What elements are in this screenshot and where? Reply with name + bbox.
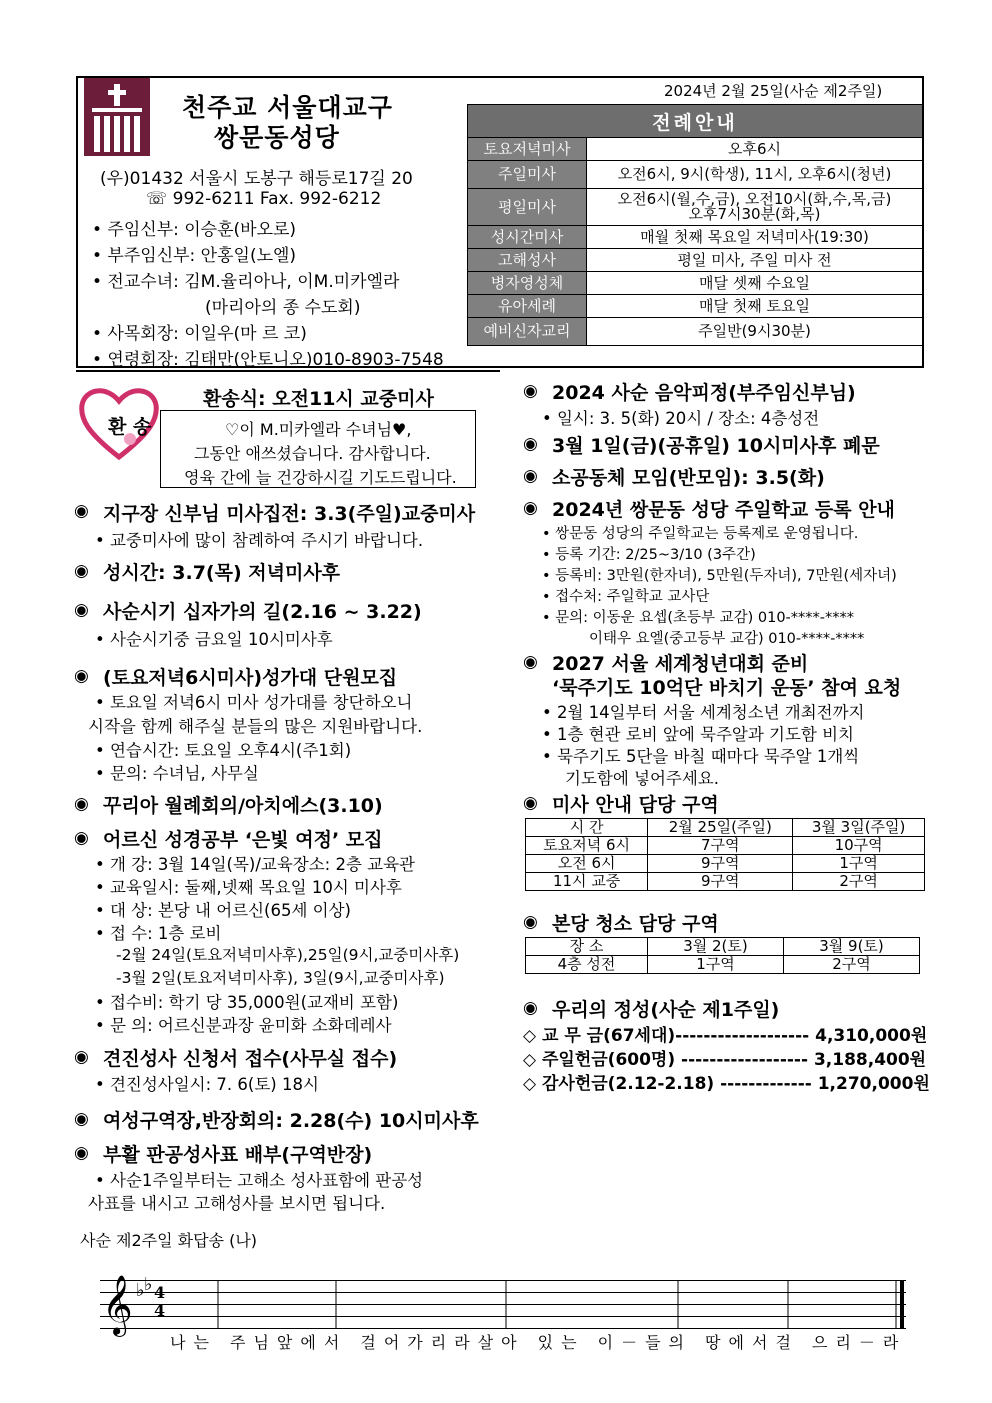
table-cell: 토요저녁 6시 (526, 837, 648, 855)
table-row (526, 837, 925, 855)
farewell-line: ♡이 M.미카엘라 수녀님♥, (225, 420, 412, 439)
notice-item: • 사순시기중 금요일 10시미사후 (95, 630, 333, 649)
parish-title-1: 천주교 서울대교구 (182, 93, 393, 122)
issue-date: 2024년 2월 25일(사순 제2주일) (664, 82, 883, 100)
table-header: 시 간 (526, 819, 648, 837)
phone: ☏ 992-6211 Fax. 992-6212 (146, 189, 382, 209)
liturgy-value-line: 오전6시(월,수,금), 오전10시(화,수,목,금) (617, 190, 892, 208)
liturgy-value: 매달 첫째 토요일 (587, 295, 923, 318)
notice-item: 시작을 함께 해주실 분들의 많은 지원바랍니다. (88, 717, 423, 736)
liturgy-key: 토요저녁미사 (468, 138, 587, 161)
notice-title-2: ‘묵주기도 10억단 바치기 운동’ 참여 요청 (552, 677, 902, 699)
notice-item: • 1층 현관 로비 앞에 묵주알과 기도함 비치 (542, 725, 854, 744)
table-cell: 9구역 (648, 855, 793, 873)
liturgy-key: 성시간미사 (468, 226, 587, 249)
notice-item: • 접수처: 주일학교 교사단 (542, 589, 710, 605)
offering-line: ◇ 주일헌금(600명) ------------------ 3,188,400원 (523, 1050, 927, 1070)
notice-item: • 쌍문동 성당의 주일학교는 등록제로 운영됩니다. (542, 526, 859, 542)
psalm-title: 사순 제2주일 화답송 (나) (80, 1231, 258, 1250)
notice-title: 견진성사 신청서 접수(사무실 접수) (103, 1048, 398, 1070)
table-header: 2월 25일(주일) (648, 819, 793, 837)
notice-title: 부활 판공성사표 배부(구역반장) (103, 1144, 373, 1166)
liturgy-key: 예비신자교리 (468, 318, 587, 346)
liturgy-value: 주일반(9시30분) (587, 318, 923, 346)
notice-item: 사표를 내시고 고해성사를 보시면 됩니다. (88, 1194, 386, 1213)
target-bullet-icon: ◉ (523, 381, 538, 401)
notice-item: • 접수비: 학기 당 35,000원(교재비 포함) (95, 993, 399, 1012)
notice-title: 미사 안내 담당 구역 (552, 794, 719, 816)
target-bullet-icon: ◉ (74, 666, 89, 686)
notice-item: • 교육일시: 둘째,넷째 목요일 10시 미사후 (95, 878, 402, 897)
target-bullet-icon: ◉ (523, 498, 538, 518)
notice-title: 소공동체 모임(반모임): 3.5(화) (552, 467, 825, 489)
notice-title: 2024 사순 음악피정(부주임신부님) (552, 382, 856, 404)
target-bullet-icon: ◉ (74, 600, 89, 620)
table-row (526, 873, 925, 891)
address: (우)01432 서울시 도봉구 해등로17길 20 (100, 169, 413, 189)
notice-title: 2027 서울 세계청년대회 준비 (552, 653, 809, 675)
notice-item: • 등록비: 3만원(한자녀), 5만원(두자녀), 7만원(세자녀) (542, 568, 897, 584)
table-cell: 10구역 (793, 837, 925, 855)
table-cell: 9구역 (648, 873, 793, 891)
target-bullet-icon: ◉ (523, 793, 538, 813)
notice-item: • 견진성사일시: 7. 6(토) 18시 (95, 1075, 319, 1094)
music-staff (100, 1274, 906, 1335)
staff-line: (마리아의 종 수도회) (205, 298, 361, 318)
liturgy-key: 병자영성체 (468, 272, 587, 295)
psalm-lyrics: 나는 주님앞에서 걸어가리라살아 있는 이－들의 땅에서걸 으리－라 (170, 1333, 907, 1352)
notice-item: 이태우 요엘(중고등부 교감) 010-****-**** (589, 631, 865, 647)
notice-item: • 문 의: 어르신분과장 윤미화 소화데레사 (95, 1016, 392, 1035)
notice-title: 사순시기 십자가의 길(2.16 ~ 3.22) (103, 601, 422, 623)
target-bullet-icon: ◉ (74, 1047, 89, 1067)
table-cell: 11시 교중 (526, 873, 648, 891)
target-bullet-icon: ◉ (523, 466, 538, 486)
table-cell: 4층 성전 (526, 956, 648, 974)
table-header: 3월 2(토) (647, 938, 783, 956)
svg-text:4: 4 (154, 1283, 166, 1302)
church-logo-icon (84, 78, 150, 156)
target-bullet-icon: ◉ (523, 652, 538, 672)
target-bullet-icon: ◉ (74, 1143, 89, 1163)
target-bullet-icon: ◉ (523, 434, 538, 454)
notice-item: • 문의: 이동운 요셉(초등부 교감) 010-****-**** (542, 610, 855, 626)
mass-duty-table (525, 818, 925, 891)
staff-line: • 사목회장: 이일우(마 르 코) (92, 324, 307, 344)
farewell-title: 환송식: 오전11시 교중미사 (203, 388, 434, 410)
table-cell: 1구역 (793, 855, 925, 873)
notice-title: 우리의 정성(사순 제1주일) (552, 999, 780, 1021)
svg-text:4: 4 (154, 1301, 166, 1320)
farewell-line: 영육 간에 늘 건강하시길 기도드립니다. (184, 468, 457, 487)
target-bullet-icon: ◉ (523, 912, 538, 932)
liturgy-value-line: 오후7시30분(화,목) (688, 205, 821, 223)
divider (76, 370, 500, 372)
notice-item: • 토요일 저녁6시 미사 성가대를 창단하오니 (95, 693, 413, 712)
notice-item: • 2월 14일부터 서울 세계청소년 개최전까지 (542, 703, 865, 722)
liturgy-table (467, 104, 923, 346)
farewell-badge: 환 송 (108, 416, 152, 438)
notice-item: • 문의: 수녀님, 사무실 (95, 764, 259, 783)
parish-title-2: 쌍문동성당 (214, 123, 340, 152)
liturgy-value: 오후6시 (587, 138, 923, 161)
liturgy-value (587, 189, 923, 226)
offering-line: ◇ 감사헌금(2.12-2.18) ------------- 1,270,000원 (523, 1074, 930, 1094)
liturgy-key: 고해성사 (468, 249, 587, 272)
target-bullet-icon: ◉ (74, 794, 89, 814)
liturgy-key: 평일미사 (468, 189, 587, 226)
notice-item: • 교중미사에 많이 참례하여 주시기 바랍니다. (95, 531, 424, 550)
notice-item: • 개 강: 3월 14일(목)/교육장소: 2층 교육관 (95, 855, 415, 874)
liturgy-value: 매월 첫째 목요일 저녁미사(19:30) (587, 226, 923, 249)
table-cell: 오전 6시 (526, 855, 648, 873)
target-bullet-icon: ◉ (74, 561, 89, 581)
liturgy-value: 매달 셋째 수요일 (587, 272, 923, 295)
liturgy-key: 주일미사 (468, 161, 587, 189)
notice-item: • 일시: 3. 5(화) 20시 / 장소: 4층성전 (542, 409, 820, 428)
cleaning-duty-table (525, 937, 920, 974)
liturgy-title: 전례안내 (468, 105, 923, 138)
notice-title: 지구장 신부님 미사집전: 3.3(주일)교중미사 (103, 503, 476, 525)
notice-item: • 대 상: 본당 내 어르신(65세 이상) (95, 901, 351, 920)
staff-line: • 부주임신부: 안홍일(노엘) (92, 246, 297, 266)
table-cell: 2구역 (783, 956, 919, 974)
staff-line: • 전교수녀: 김M.율리아나, 이M.미카엘라 (92, 272, 400, 292)
table-header: 3월 9(토) (783, 938, 919, 956)
staff-line: • 주임신부: 이승훈(바오로) (92, 220, 297, 240)
target-bullet-icon: ◉ (74, 501, 89, 521)
notice-title: 2024년 쌍문동 성당 주일학교 등록 안내 (552, 499, 895, 521)
notice-item: -3월 2일(토요저녁미사후), 3일(9시,교중미사후) (116, 969, 445, 987)
table-cell: 2구역 (793, 873, 925, 891)
farewell-line: 그동안 애쓰셨습니다. 감사합니다. (194, 444, 431, 463)
target-bullet-icon: ◉ (74, 1109, 89, 1129)
table-cell: 7구역 (648, 837, 793, 855)
table-row (526, 956, 920, 974)
notice-title: 본당 청소 담당 구역 (552, 913, 719, 935)
notice-item: • 등록 기간: 2/25~3/10 (3주간) (542, 547, 756, 563)
table-header: 장 소 (526, 938, 648, 956)
offering-line: ◇ 교 무 금(67세대)------------------- 4,310,000원 (523, 1026, 928, 1046)
table-row (526, 855, 925, 873)
liturgy-value: 오전6시, 9시(학생), 11시, 오후6시(청년) (587, 161, 923, 189)
table-cell: 1구역 (647, 956, 783, 974)
target-bullet-icon: ◉ (74, 828, 89, 848)
notice-title: (토요저녁6시미사)성가대 단원모집 (103, 667, 398, 689)
notice-item: • 묵주기도 5단을 바칠 때마다 묵주알 1개씩 (542, 747, 860, 766)
notice-title: 어르신 성경공부 ‘은빛 여정’ 모집 (103, 829, 383, 851)
notice-item: 기도함에 넣어주세요. (565, 769, 719, 788)
liturgy-value: 평일 미사, 주일 미사 전 (587, 249, 923, 272)
notice-title: 성시간: 3.7(목) 저녁미사후 (103, 562, 341, 584)
notice-title: 3월 1일(금)(공휴일) 10시미사후 폐문 (552, 435, 880, 457)
svg-text:𝄞: 𝄞 (102, 1275, 133, 1335)
liturgy-key: 유아세례 (468, 295, 587, 318)
notice-title: 꾸리아 월례회의/아치에스(3.10) (103, 795, 383, 817)
notice-item: • 사순1주일부터는 고해소 성사표함에 판공성 (95, 1171, 424, 1190)
notice-item: -2월 24일(토요저녁미사후),25일(9시,교중미사후) (116, 946, 460, 964)
notice-title: 여성구역장,반장회의: 2.28(수) 10시미사후 (103, 1110, 479, 1132)
target-bullet-icon: ◉ (523, 998, 538, 1018)
notice-item: • 연습시간: 토요일 오후4시(주1회) (95, 741, 352, 760)
staff-line: • 연령회장: 김태만(안토니오)010-8903-7548 (92, 350, 444, 370)
notice-item: • 접 수: 1층 로비 (95, 924, 222, 943)
table-header: 3월 3일(주일) (793, 819, 925, 837)
svg-text:♭: ♭ (144, 1274, 153, 1295)
svg-text:♭: ♭ (136, 1280, 145, 1301)
